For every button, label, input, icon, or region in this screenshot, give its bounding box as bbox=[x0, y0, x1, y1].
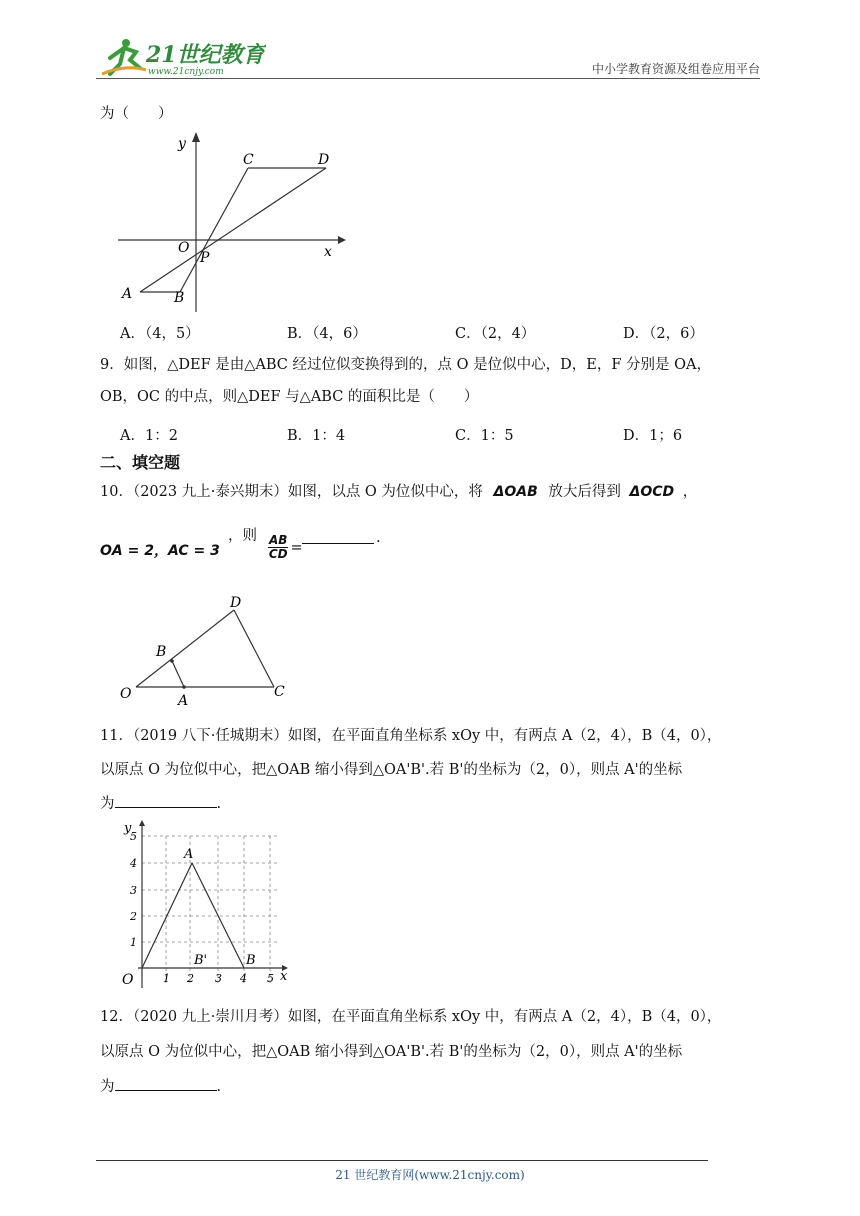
q11-xtick-5: 5 bbox=[267, 972, 274, 985]
q11-answer-blank[interactable] bbox=[115, 793, 217, 808]
q8-label-D: D bbox=[318, 152, 330, 168]
q8-label-y: y bbox=[178, 136, 186, 152]
q10-then: ，则 bbox=[228, 528, 257, 544]
q8-stem-tail: 为（ ） bbox=[100, 106, 173, 122]
q12-period: . bbox=[216, 1079, 222, 1095]
footer-link[interactable]: 21 世纪教育网(www.21cnjy.com) bbox=[335, 1168, 525, 1182]
q9-option-c: C．1：5 bbox=[455, 428, 514, 444]
q11-period: . bbox=[216, 796, 222, 812]
q11-line1: 11．（2019 八下·任城期末）如图，在平面直角坐标系 xOy 中，有两点 A（2，4），B（4，0）， bbox=[100, 728, 722, 744]
q11-xtick-2: 2 bbox=[187, 972, 194, 985]
q11-label-Bprime: B' bbox=[194, 953, 208, 968]
q10-triangle-oab: ΔOAB bbox=[493, 484, 538, 500]
q8-figure bbox=[112, 128, 352, 320]
q11-ytick-4: 4 bbox=[130, 857, 137, 870]
q11-line2: 以原点 O 为位似中心，把△OAB 缩小得到△OA'B'.若 B'的坐标为（2，0），则点 A'的坐标 bbox=[100, 762, 683, 778]
logo-url: www.21cnjy.com bbox=[148, 67, 224, 77]
q12-prefix: 为 bbox=[100, 1079, 115, 1095]
section-title: 二、填空题 bbox=[100, 453, 181, 472]
logo-text: 21世纪教育 bbox=[146, 42, 265, 68]
q10-fraction bbox=[268, 534, 288, 561]
q10-text-a: 10．（2023 九上·泰兴期末）如图，以点 O 为位似中心，将 bbox=[100, 484, 483, 500]
q8-option-d: D．（2，6） bbox=[623, 326, 704, 342]
q8-label-A: A bbox=[122, 286, 133, 302]
q11-ytick-1: 1 bbox=[130, 936, 137, 949]
q11-prefix: 为 bbox=[100, 796, 115, 812]
q10-label-C: C bbox=[274, 684, 285, 700]
q12-line1: 12．（2020 九上·崇川月考）如图，在平面直角坐标系 xOy 中，有两点 A（2，4），B（4，0）， bbox=[100, 1009, 722, 1025]
q10-given bbox=[100, 540, 220, 560]
site-logo bbox=[96, 34, 266, 80]
q8-label-C: C bbox=[243, 152, 254, 168]
q8-label-P: P bbox=[200, 250, 210, 266]
q12-line2: 以原点 O 为位似中心，把△OAB 缩小得到△OA'B'.若 B'的坐标为（2，0），则点 A'的坐标 bbox=[100, 1044, 683, 1060]
q8-option-b: B．（4，6） bbox=[287, 326, 367, 342]
q8-option-a: A．（4，5） bbox=[120, 326, 200, 342]
q10-fraction-expression bbox=[268, 534, 303, 561]
q8-label-x: x bbox=[324, 244, 332, 260]
q10-label-B: B bbox=[156, 644, 167, 660]
q11-label-O: O bbox=[122, 972, 134, 988]
q10-given-values: OA = 2，AC = 3 bbox=[100, 543, 220, 559]
footer-divider bbox=[96, 1160, 708, 1161]
q11-grid-figure bbox=[112, 818, 302, 998]
q11-ytick-2: 2 bbox=[130, 910, 137, 923]
q10-text-c: ， bbox=[682, 484, 698, 500]
q8-option-c: C．（2，4） bbox=[455, 326, 536, 342]
q8-label-B: B bbox=[174, 290, 185, 306]
q10-text-b: 放大后得到 bbox=[548, 484, 621, 500]
header-divider bbox=[96, 78, 760, 79]
q9-option-d: D．1；6 bbox=[623, 428, 683, 444]
q10-figure bbox=[116, 590, 296, 710]
q10-label-O: O bbox=[120, 686, 132, 702]
q8-label-O: O bbox=[178, 240, 190, 256]
q10-equals: = bbox=[290, 539, 303, 556]
q10-line1 bbox=[100, 482, 697, 502]
q9-line2: OB，OC 的中点，则△DEF 与△ABC 的面积比是（ ） bbox=[100, 389, 479, 405]
q11-xtick-3: 3 bbox=[215, 972, 222, 985]
q10-period: . bbox=[376, 530, 381, 546]
q11-line3 bbox=[100, 793, 221, 814]
q9-option-a: A．1：2 bbox=[120, 428, 178, 444]
q12-answer-blank[interactable] bbox=[115, 1076, 217, 1091]
q11-label-y: y bbox=[124, 821, 132, 836]
platform-name: 中小学教育资源及组卷应用平台 bbox=[591, 62, 760, 76]
q9-line1: 9．如图，△DEF 是由△ABC 经过位似变换得到的，点 O 是位似中心，D，E，F 分别是 OA， bbox=[100, 357, 711, 373]
q11-label-B: B bbox=[246, 953, 256, 968]
q10-answer-blank[interactable] bbox=[302, 529, 374, 544]
q11-ytick-3: 3 bbox=[130, 884, 137, 897]
q10-triangle-ocd: ΔOCD bbox=[629, 484, 675, 500]
q11-label-A: A bbox=[184, 847, 194, 862]
q10-frac-num: AB bbox=[269, 533, 288, 547]
q10-label-A: A bbox=[178, 693, 189, 706]
q12-line3 bbox=[100, 1076, 221, 1097]
q10-label-D: D bbox=[230, 595, 242, 611]
q11-xtick-1: 1 bbox=[163, 972, 170, 985]
q11-ytick-5: 5 bbox=[130, 830, 137, 843]
q9-option-b: B．1：4 bbox=[287, 428, 346, 444]
q11-label-x: x bbox=[280, 969, 288, 984]
q10-frac-den: CD bbox=[268, 547, 288, 561]
q11-xtick-4: 4 bbox=[240, 972, 247, 985]
runner-logo-icon bbox=[102, 39, 146, 74]
